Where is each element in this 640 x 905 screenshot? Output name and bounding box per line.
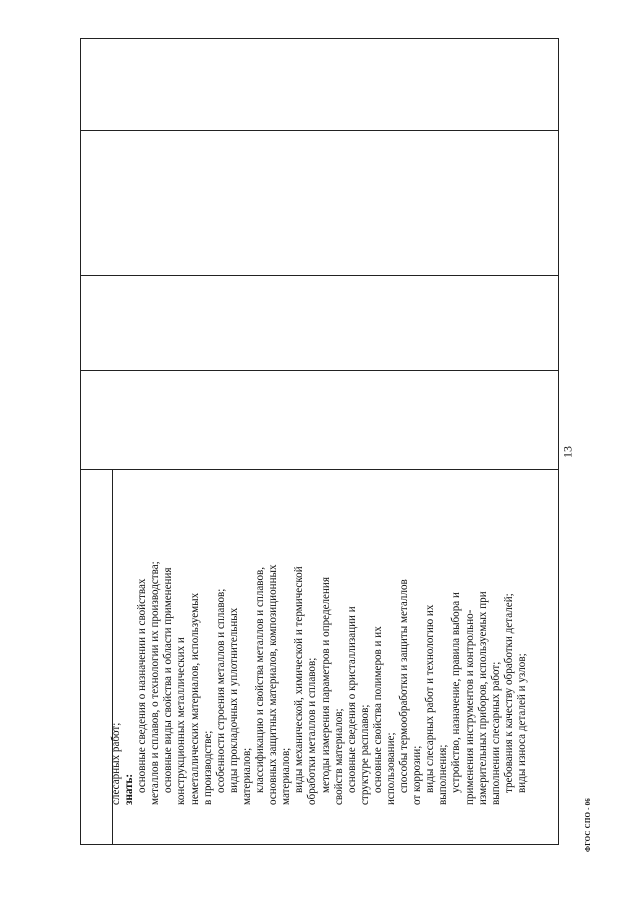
text-line: способы термообработки и защиты металлов [398,579,411,793]
table-row-divider [81,130,558,131]
text-line: неметаллических материалов, используемых [188,592,201,805]
text-line: материалов; [240,747,253,805]
section-heading: знать: [123,773,136,805]
text-line: металлов и сплавов, о технологии их производства; [149,561,162,805]
text-line: свойств материалов; [332,708,345,805]
table-row-divider [81,275,558,276]
text-line: от коррозии; [411,745,424,805]
text-line: требования к качеству обработки деталей; [502,593,515,793]
text-line: устройство, назначение, правила выбора и [450,592,463,793]
text-line: обработки металлов и сплавов; [306,657,319,805]
text-line: виды износа деталей и узлов; [515,653,528,793]
text-line: виды прокладочных и уплотнительных [227,607,240,793]
knowledge-requirements-cell [110,377,528,805]
text-line: методы измерения параметров и определения [319,577,332,793]
text-line: измерительных приборов, используемых при [476,591,489,805]
table-row-divider [81,370,558,371]
text-line: классификацию и свойства металлов и сплавов, [254,566,267,793]
text-line: основные сведения о назначении и свойствах [136,578,149,793]
text-line: материалов; [280,747,293,805]
text-line: использование; [384,732,397,805]
text-line: особенности строения металлов и сплавов; [214,588,227,793]
text-line: в производстве; [201,730,214,805]
text-line: структуре расплавов; [358,704,371,805]
text-line: слесарных работ; [110,722,122,805]
text-line: выполнении слесарных работ; [489,661,502,805]
document-footer: ФГОС СПО - 06 [584,797,592,853]
text-line: основные виды свойства и области применения [162,567,175,793]
text-line: основных защитных материалов, композиционных [267,564,280,805]
text-line: основные свойства полимеров и их [371,626,384,793]
text-line: конструкционных металлических и [175,637,188,805]
text-line: виды механической, химической и термической [293,566,306,793]
page-number: 13 [560,446,575,458]
text-line: виды слесарных работ и технологию их [424,604,437,793]
text-line: основные сведения о кристаллизации и [345,606,358,793]
text-line: применения инструментов и контрольно- [463,609,476,805]
text-line: выполнения; [437,744,450,805]
